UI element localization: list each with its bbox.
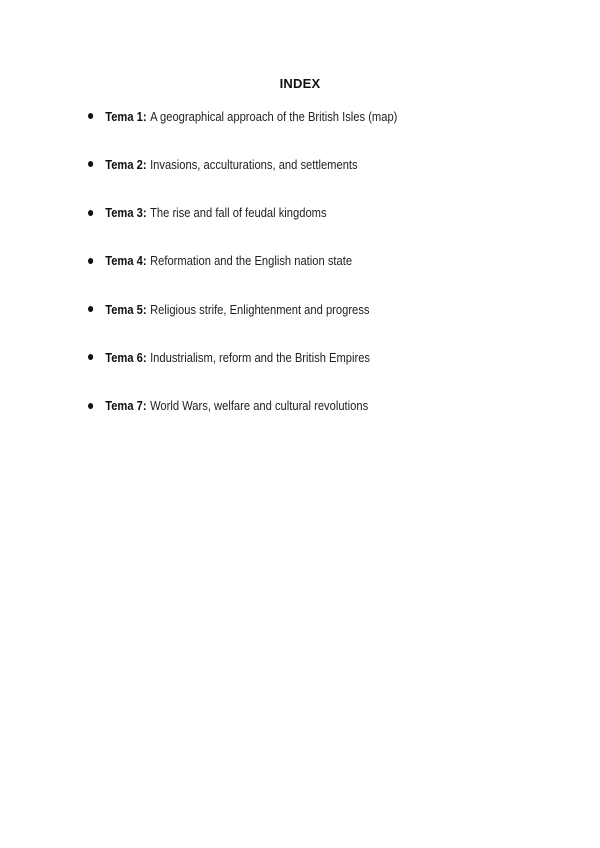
bullet-icon [88, 306, 93, 312]
topic-title: The rise and fall of feudal kingdoms [150, 205, 327, 221]
bullet-icon [88, 258, 93, 264]
index-item-4 [88, 251, 501, 271]
bullet-icon [88, 354, 93, 360]
topic-title: World Wars, welfare and cultural revolutions [150, 398, 369, 414]
topic-label: Tema 5: [105, 301, 147, 317]
bullet-icon [88, 161, 93, 167]
topic-label: Tema 2: [105, 156, 147, 172]
topic-label: Tema 7: [105, 398, 147, 414]
bullet-icon [88, 403, 93, 409]
topic-title: Reformation and the English nation state [150, 253, 353, 269]
bullet-icon [88, 113, 93, 119]
topic-label: Tema 6: [105, 349, 147, 365]
topic-label: Tema 4: [105, 253, 147, 269]
topic-title: Religious strife, Enlightenment and progress [150, 301, 370, 317]
topic-title: A geographical approach of the British Isles (map) [150, 108, 398, 124]
page-title: INDEX [279, 76, 321, 91]
index-list [88, 106, 568, 444]
topic-title: Invasions, acculturations, and settlements [150, 156, 358, 172]
index-item-1 [88, 106, 501, 126]
topic-title: Industrialism, reform and the British Empires [150, 349, 371, 365]
topic-label: Tema 1: [105, 108, 147, 124]
index-item-6 [88, 347, 501, 367]
topic-label: Tema 3: [105, 205, 147, 221]
index-item-3 [88, 203, 501, 223]
index-item-7 [88, 396, 501, 416]
index-item-5 [88, 299, 501, 319]
index-item-2 [88, 154, 501, 174]
bullet-icon [88, 210, 93, 216]
